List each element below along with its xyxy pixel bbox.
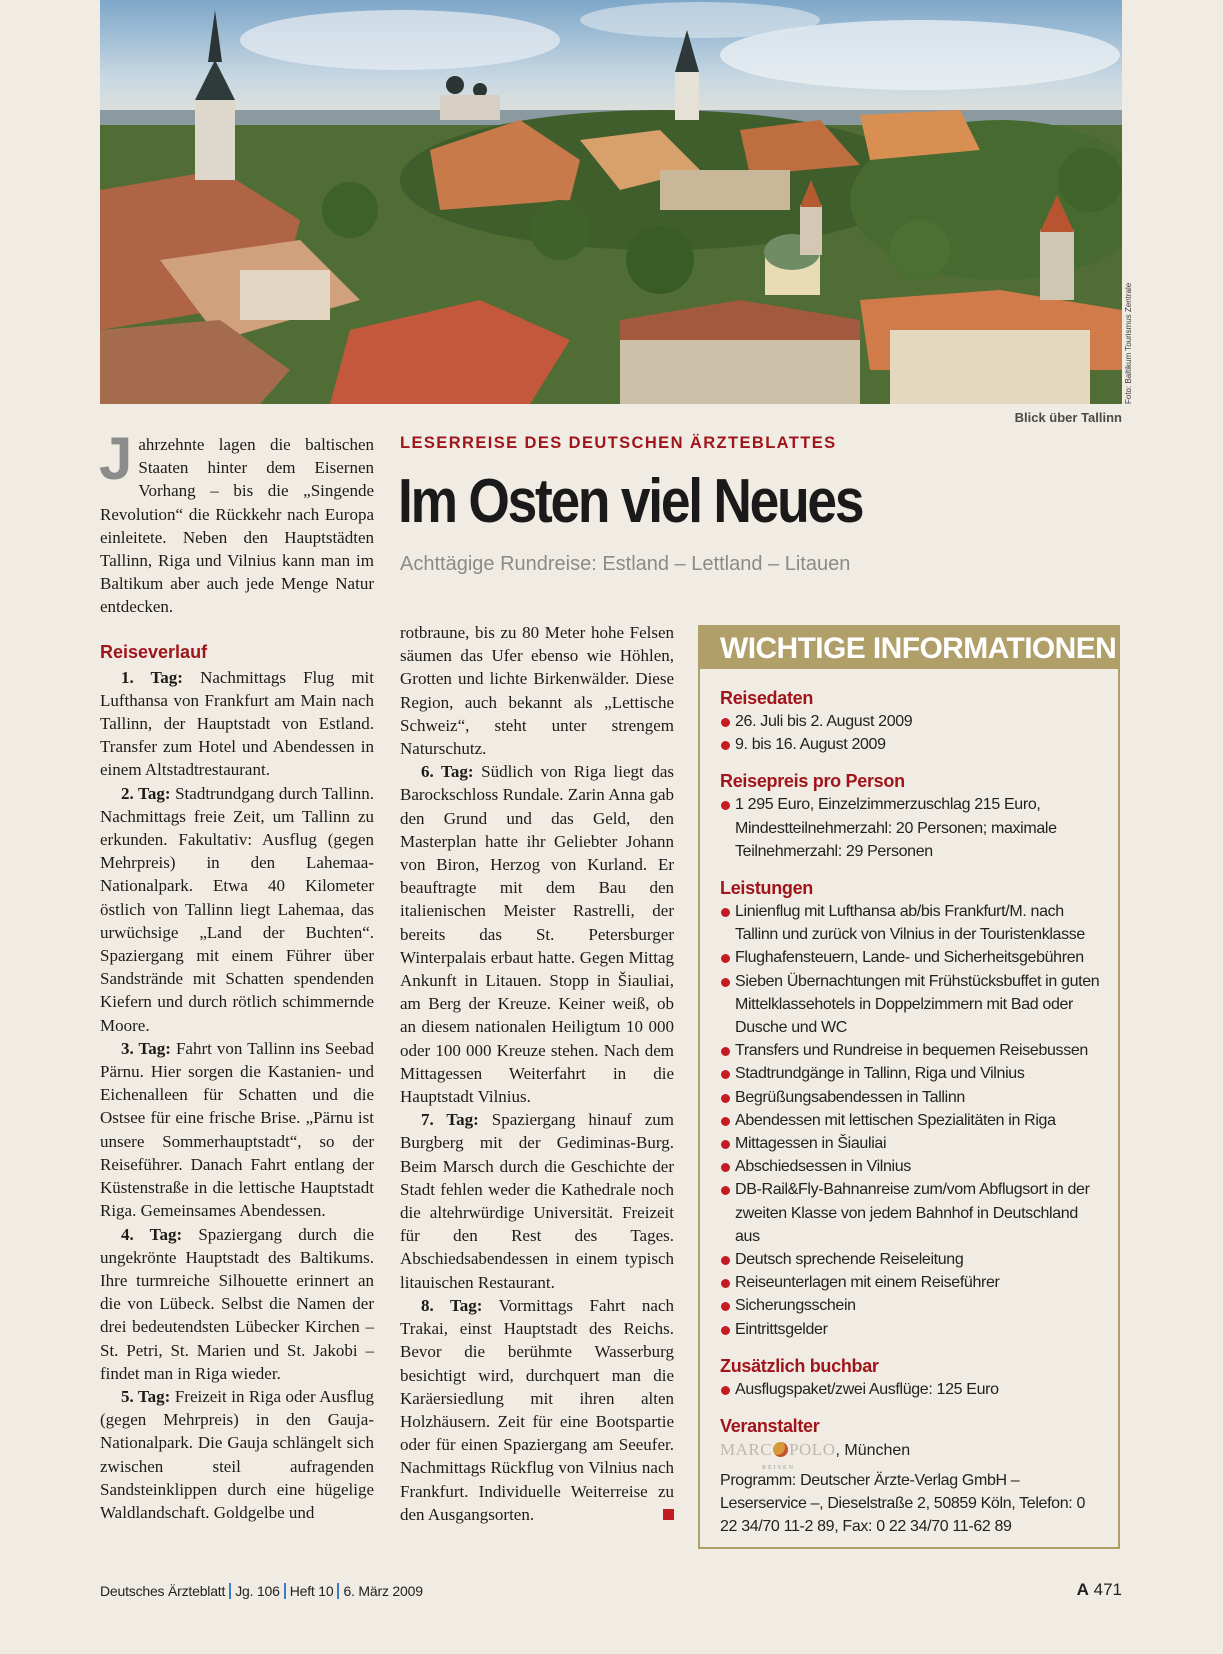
info-section-zusaetzlich: [720, 1354, 1104, 1401]
text-column-1: [99, 425, 375, 1524]
list-item: Ausflugspaket/zwei Ausflüge: 125 Euro: [720, 1378, 1104, 1401]
journal-date: 6. März 2009: [343, 1583, 423, 1599]
list-item: DB-Rail&Fly-Bahnanreise zum/vom Abflugsort in der zweiten Klasse von jedem Bahnhof in Deutschland aus: [720, 1178, 1104, 1248]
list-item: Abendessen mit lettischen Spezialitäten in Riga: [720, 1109, 1104, 1132]
day-label: 8. Tag:: [421, 1295, 483, 1315]
day-text: Nachmittags Flug mit Lufthansa von Frankfurt am Main nach Tallinn, der Hauptstadt von Estland. Transfer zum Hotel und Abendessen in einem Altstadtrestaurant.: [100, 667, 374, 780]
day-label: 4. Tag:: [121, 1224, 183, 1244]
organizer-line: [720, 1438, 1104, 1472]
list-item: Eintrittsgelder: [720, 1318, 1104, 1341]
page-prefix: A: [1076, 1580, 1089, 1599]
day-paragraph: [400, 1108, 674, 1294]
day-text: rotbraune, bis zu 80 Meter hohe Felsen säumen das Ufer ebenso wie Höhlen, Grotten und lichte Birkenwälder. Diese Region, auch bekannt als „Lettische Schweiz“, steht unter strengem Naturschutz.: [400, 623, 674, 759]
list-item: Sicherungsschein: [720, 1294, 1104, 1317]
day-text: Südlich von Riga liegt das Barockschloss Rundale. Zarin Anna gab den Grund und das Geld, den Masterplan hatte ihr Geliebter Johann von Biron, Herzog von Kurland. Er beauftragte mit dem Bau den italienischen Meister Rastrelli, der bereits das St. Petersburger Winterpalais erbaut hatte. Gegen Mittag Ankunft in Litauen. Stopp in Šiauliai, am Berg der Kreuze. Keiner weiß, ob an diesem nationalen Heiligtum 10 000 oder 100 000 Kreuze stehen. Nach dem Mittagessen Weiterfahrt in die Hauptstadt Vilnius.: [400, 762, 675, 1107]
list-item: Flughafensteuern, Lande- und Sicherheitsgebühren: [720, 946, 1104, 969]
itinerary-heading: Reiseverlauf: [100, 641, 208, 662]
info-box-title: WICHTIGE INFORMATIONEN: [700, 627, 1118, 669]
logo-text: POLO: [789, 1440, 836, 1460]
page-number: [1077, 1580, 1122, 1600]
info-heading: Leistungen: [720, 878, 814, 899]
logo-text: MARC: [720, 1440, 773, 1460]
day-label: 6. Tag:: [421, 762, 474, 782]
day-paragraph: [400, 1294, 674, 1526]
page-value: 471: [1093, 1580, 1122, 1599]
list-item: Begrüßungsabendessen in Tallinn: [720, 1086, 1104, 1109]
list-item: Sieben Übernachtungen mit Frühstücksbuffet in guten Mittelklassehotels in Doppelzimmern mit Bad oder Dusche und WC: [720, 970, 1104, 1040]
globe-icon: [773, 1442, 788, 1457]
info-box: [698, 625, 1120, 1549]
day-paragraph: [100, 666, 374, 782]
info-heading: Veranstalter: [720, 1416, 820, 1437]
organizer-city: , München: [835, 1442, 911, 1460]
day-text: Spaziergang hinauf zum Burgberg mit der Gediminas-Burg. Beim Marsch durch die Geschichte der Stadt fehlen weder die Kathedrale noch die altehrwürdige Universität. Freizeit für den Rest des Tages. Abschiedsabendessen in einem typisch litauischen Restaurant.: [400, 1110, 674, 1292]
info-section-leistungen: [720, 876, 1104, 1341]
list-item: 9. bis 16. August 2009: [720, 733, 1104, 756]
footer-separator: [337, 1583, 339, 1599]
marco-polo-logo: [720, 1438, 836, 1472]
list-item: Transfers und Rundreise in bequemen Reisebussen: [720, 1039, 1104, 1062]
journal-volume: Jg. 106: [235, 1583, 280, 1599]
day-paragraph: [400, 760, 674, 1108]
info-section-veranstalter: [720, 1414, 1104, 1539]
article-headline: Im Osten viel Neues: [398, 467, 863, 536]
day-paragraph: [100, 1223, 374, 1385]
info-section-reisedaten: [720, 686, 1104, 756]
list-item: Abschiedsessen in Vilnius: [720, 1155, 1104, 1178]
info-section-reisepreis: [720, 769, 1104, 863]
page-footer: [100, 1583, 423, 1599]
end-mark-icon: [663, 1509, 674, 1520]
footer-separator: [284, 1583, 286, 1599]
intro-paragraph: [99, 425, 374, 619]
info-heading: Reisedaten: [720, 688, 814, 708]
day-label: 2. Tag:: [121, 783, 171, 803]
article-kicker: LESERREISE DES DEUTSCHEN ÄRZTEBLATTES: [400, 434, 837, 452]
day-text: Spaziergang durch die ungekrönte Hauptstadt des Baltikums. Ihre turmreiche Silhouette erinnert an die von Lübeck. Selbst die Namen der drei bedeutendsten Lübecker Kirchen – St. Petri, St. Marien und St. Jakobi – findet man in Riga wieder.: [100, 1224, 374, 1383]
day-text: Stadtrundgang durch Tallinn. Nachmittags freie Zeit, um Tallinn zu erkunden. Fakultativ: Ausflug (gegen Mehrpreis) in den Lahemaa-Nationalpark. Etwa 40 Kilometer östlich von Tallinn liegt Lahemaa, das urwüchsige „Land der Buchten“. Spaziergang mit einem Führer über Sandstrände mit Schatten spendenden Kiefern und durch rötlich schimmernde Moore.: [100, 783, 375, 1035]
list-item: Deutsch sprechende Reiseleitung: [720, 1248, 1104, 1271]
list-item: Stadtrundgänge in Tallinn, Riga und Vilnius: [720, 1062, 1104, 1085]
info-heading: Reisepreis pro Person: [720, 771, 905, 792]
photo-caption: Blick über Tallinn: [1014, 410, 1122, 425]
day-paragraph: [100, 1385, 374, 1524]
intro-text: ahrzehnte lagen die baltischen Staaten hinter dem Eisernen Vorhang – bis die „Singende Revolution“ die Rückkehr nach Europa einleitete. Neben den Hauptstädten Tallinn, Riga und Vilnius kann man im Baltikum aber auch jede Menge Natur entdecken.: [100, 435, 374, 617]
text-column-2: [400, 621, 674, 1526]
day-text: Vormittags Fahrt nach Trakai, einst Hauptstadt des Reichs. Bevor die berühmte Wasserburg besichtigt wird, durchquert man die Karäersiedlung mit ihren alten Holzhäusern. Zeit für eine Bootspartie oder für einen Spaziergang am Seeufer. Nachmittags Rückflug von Vilnius nach Frankfurt. Individuelle Weiterreise zu den Ausgangsorten.: [400, 1295, 674, 1524]
logo-subtext: REISEN: [762, 1465, 795, 1472]
list-item: 1 295 Euro, Einzelzimmerzuschlag 215 Euro, Mindestteilnehmerzahl: 20 Personen; maximale Teilnehmerzahl: 29 Personen: [720, 793, 1104, 863]
info-heading: Zusätzlich buchbar: [720, 1355, 879, 1376]
day-label: 1. Tag:: [121, 667, 183, 687]
list-item: 26. Juli bis 2. August 2009: [720, 710, 1104, 733]
day-label: 7. Tag:: [421, 1110, 479, 1130]
program-contact: Programm: Deutscher Ärzte-Verlag GmbH – Leserservice –, Dieselstraße 2, 50859 Köln, Telefon: 0 22 34/70 11-2 89, Fax: 0 22 34/70 11-62 89: [720, 1472, 1086, 1536]
journal-issue: Heft 10: [289, 1583, 334, 1599]
day-text: Freizeit in Riga oder Ausflug (gegen Mehrpreis) in den Gauja-Nationalpark. Die Gauja schlängelt sich zwischen steil aufragenden Sandsteinklippen durch eine hügelige Waldlandschaft. Goldgelbe und: [100, 1386, 374, 1522]
day-label: 3. Tag:: [121, 1038, 171, 1058]
day-paragraph: [100, 1037, 374, 1223]
photo-credit: Foto: Baltikum Tourismus Zentrale: [1124, 282, 1133, 404]
journal-name: Deutsches Ärzteblatt: [100, 1583, 226, 1599]
list-item: Mittagessen in Šiauliai: [720, 1132, 1104, 1155]
footer-separator: [229, 1583, 231, 1599]
day-continuation: [400, 621, 674, 760]
list-item: Reiseunterlagen mit einem Reiseführer: [720, 1271, 1104, 1294]
drop-cap: J: [99, 425, 133, 492]
tallinn-photo: [100, 0, 1122, 404]
article-subline: Achttägige Rundreise: Estland – Lettland – Litauen: [400, 553, 851, 575]
day-label: 5. Tag:: [121, 1386, 171, 1406]
list-item: Linienflug mit Lufthansa ab/bis Frankfurt/M. nach Tallinn und zurück von Vilnius in der Touristenklasse: [720, 900, 1104, 946]
day-text: Fahrt von Tallinn ins Seebad Pärnu. Hier sorgen die Kastanien- und Eichenalleen für Schatten und die Ostsee für eine frische Brise. „Pärnu ist unsere Sommerhauptstadt“, so der Reiseführer. Danach Fahrt entlang der Küstenstraße in die lettische Hauptstadt Riga. Gemeinsames Abendessen.: [100, 1038, 374, 1221]
day-paragraph: [100, 782, 374, 1037]
